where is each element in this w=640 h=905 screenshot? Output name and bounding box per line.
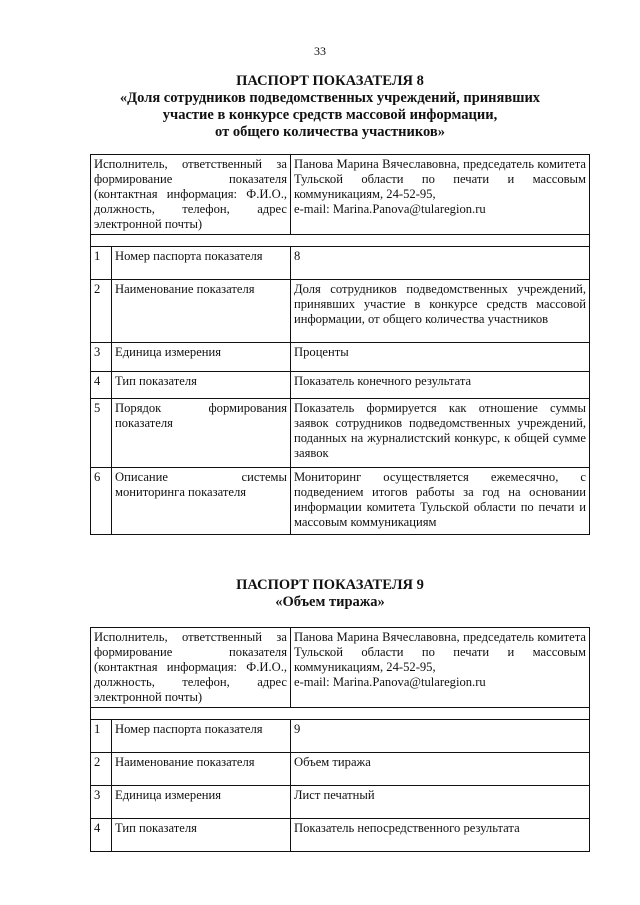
table-gap	[91, 235, 590, 247]
table-row	[91, 399, 590, 468]
page-number: 33	[314, 44, 326, 58]
executor-email: e-mail: Marina.Panova@tularegion.ru	[294, 202, 486, 216]
executor-value-line: Панова Марина Вячеславовна, председатель комитета Тульской области по печати и массовым коммуникациям, 24-52-95,	[294, 630, 586, 674]
row-label: Номер паспорта показателя	[112, 247, 291, 280]
row-label: Единица измерения	[112, 343, 291, 372]
passport-8-subtitle-line: участие в конкурсе средств массовой информации,	[162, 107, 498, 123]
executor-row	[91, 628, 590, 708]
row-label: Единица измерения	[112, 786, 291, 819]
row-value: Показатель непосредственного результата	[291, 819, 590, 852]
row-number: 4	[91, 372, 112, 399]
row-label: Наименование показателя	[112, 280, 291, 343]
table-row	[91, 343, 590, 372]
table-gap	[91, 708, 590, 720]
table-row	[91, 819, 590, 852]
executor-value-line: Панова Марина Вячеславовна, председатель комитета Тульской области по печати и массовым коммуникациям, 24-52-95,	[294, 157, 586, 201]
passport-9-heading: ПАСПОРТ ПОКАЗАТЕЛЯ 9	[236, 577, 424, 593]
passport-9-table	[90, 627, 590, 852]
row-label: Тип показателя	[112, 819, 291, 852]
table-row	[91, 786, 590, 819]
executor-label: Исполнитель, ответственный за формирование показателя (контактная информация: Ф.И.О., должность, телефон, адрес электронной почты)	[91, 155, 291, 235]
table-row	[91, 372, 590, 399]
row-label: Тип показателя	[112, 372, 291, 399]
row-number: 2	[91, 753, 112, 786]
passport-9-title	[60, 577, 600, 611]
executor-row	[91, 155, 590, 235]
table-row	[91, 247, 590, 280]
table-row	[91, 753, 590, 786]
row-label: Порядок формирования показателя	[112, 399, 291, 468]
row-number: 3	[91, 786, 112, 819]
row-value: Лист печатный	[291, 786, 590, 819]
row-number: 1	[91, 720, 112, 753]
row-number: 1	[91, 247, 112, 280]
table-row	[91, 468, 590, 535]
row-value: Проценты	[291, 343, 590, 372]
row-label: Наименование показателя	[112, 753, 291, 786]
row-number: 2	[91, 280, 112, 343]
row-value: Показатель конечного результата	[291, 372, 590, 399]
passport-9-subtitle-line: «Объем тиража»	[275, 594, 385, 610]
row-number: 3	[91, 343, 112, 372]
row-value: 9	[291, 720, 590, 753]
table-row	[91, 280, 590, 343]
row-label: Номер паспорта показателя	[112, 720, 291, 753]
executor-label: Исполнитель, ответственный за формирование показателя (контактная информация: Ф.И.О., должность, телефон, адрес электронной почты)	[91, 628, 291, 708]
passport-8-subtitle-line: от общего количества участников»	[215, 124, 445, 140]
passport-8-title	[60, 73, 600, 141]
row-value: Объем тиража	[291, 753, 590, 786]
row-number: 5	[91, 399, 112, 468]
row-number: 4	[91, 819, 112, 852]
row-label: Описание системы мониторинга показателя	[112, 468, 291, 535]
executor-value	[291, 155, 590, 235]
table-row	[91, 720, 590, 753]
executor-value	[291, 628, 590, 708]
executor-email: e-mail: Marina.Panova@tularegion.ru	[294, 675, 486, 689]
row-value: 8	[291, 247, 590, 280]
passport-8-subtitle-line: «Доля сотрудников подведомственных учреждений, принявших	[119, 90, 541, 106]
passport-8-heading: ПАСПОРТ ПОКАЗАТЕЛЯ 8	[236, 73, 424, 89]
row-value: Мониторинг осуществляется ежемесячно, с подведением итогов работы за год на основании информации комитета Тульской области по печати и массовым коммуникациям	[291, 468, 590, 535]
row-value: Доля сотрудников подведомственных учреждений, принявших участие в конкурсе средств массовой информации, от общего количества участников	[291, 280, 590, 343]
row-number: 6	[91, 468, 112, 535]
passport-8-table	[90, 154, 590, 535]
row-value: Показатель формируется как отношение суммы заявок сотрудников подведомственных учреждений, поданных на журналистский конкурс, к общей сумме заявок	[291, 399, 590, 468]
